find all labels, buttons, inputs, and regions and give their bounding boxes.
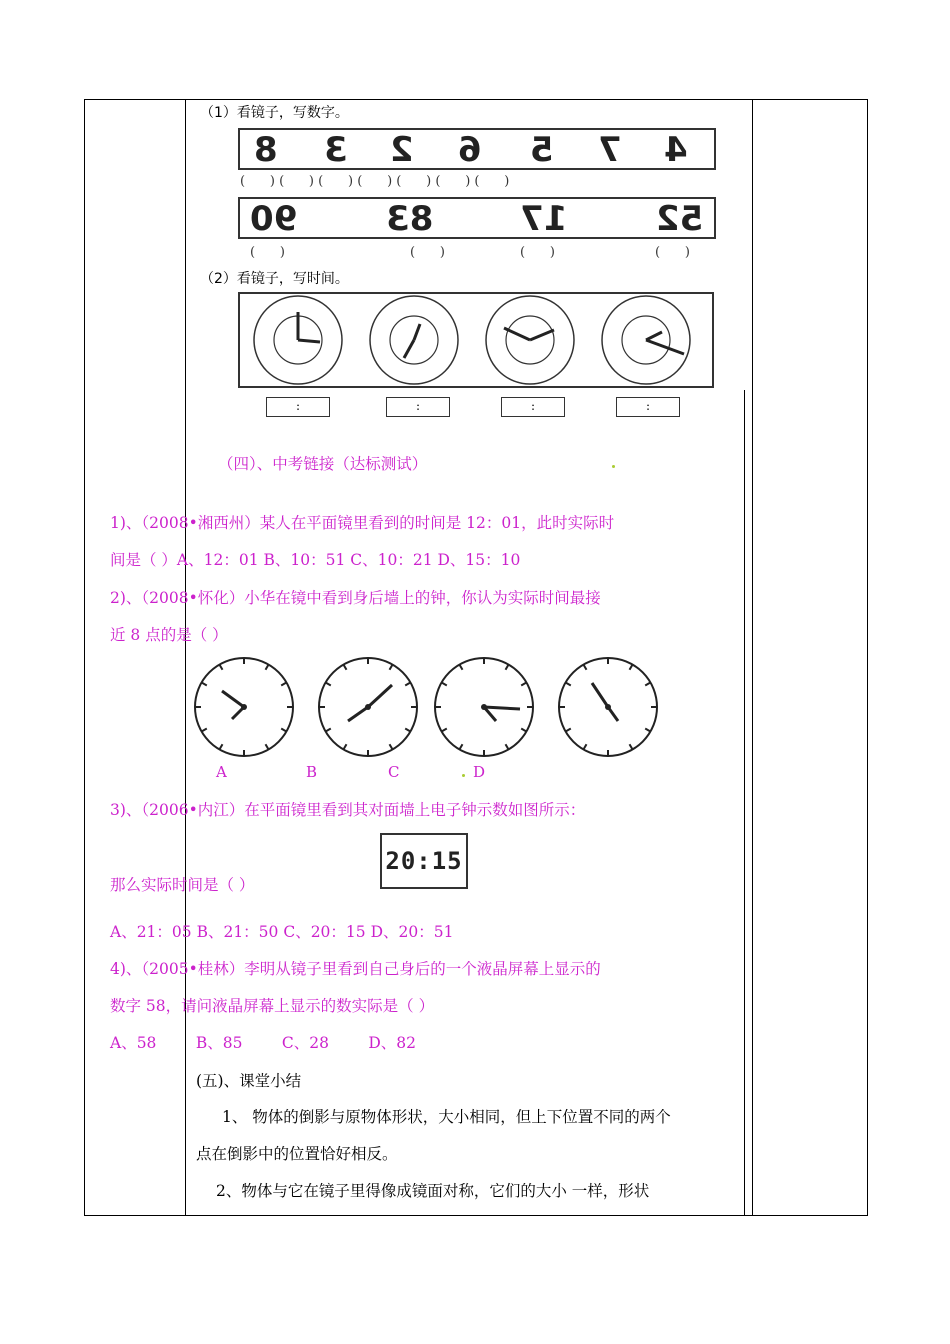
- clock-option-c: [435, 658, 533, 756]
- question1-line2: 间是（ ）A、12：01 B、10：51 C、10：21 D、15：10: [110, 551, 521, 569]
- option-b-label: B: [306, 763, 318, 781]
- mirror-digit: 8: [254, 130, 278, 170]
- mirror-clocks-box: [238, 292, 714, 388]
- mirror-numbers-box: [238, 197, 716, 239]
- answer-paren[interactable]: ( ): [250, 245, 285, 260]
- question3-options: A、21：05 B、21：50 C、20：15 D、20：51: [110, 923, 454, 941]
- mirror-digits-box: [238, 128, 716, 170]
- question3-line1: 3)、（2006•内江）在平面镜里看到其对面墙上电子钟示数如图所示：: [110, 801, 586, 819]
- question4-line1: 4)、（2005•桂林）李明从镜子里看到自己身后的一个液晶屏幕上显示的: [110, 960, 601, 978]
- mirror-clock-1: [254, 296, 342, 384]
- question3-line2: 那么实际时间是（ ）: [110, 876, 255, 894]
- mirror-clock-2: [370, 296, 458, 384]
- mirror-number: 90: [250, 199, 298, 239]
- mirror-digit: 7: [598, 130, 622, 170]
- section5-heading: (五)、课堂小结: [196, 1072, 302, 1090]
- option-c-label: C: [388, 763, 400, 781]
- summary-point2-line1: 2、物体与它在镜子里得像成镜面对称，它们的大小 一样，形状: [216, 1182, 650, 1200]
- question1-line1: 1)、（2008•湘西州）某人在平面镜里看到的时间是 12：01，此时实际时: [110, 514, 615, 532]
- question2-line2: 近 8 点的是（ ）: [110, 626, 228, 644]
- option-a-label: A: [216, 763, 227, 781]
- mirror-clocks-svg: [240, 294, 712, 386]
- time-answer-box-1[interactable]: :: [266, 397, 330, 417]
- answer-parens-row1[interactable]: ( ) ( ) ( ) ( ) ( ) ( ) ( ): [240, 174, 510, 189]
- time-answer-box-4[interactable]: :: [616, 397, 680, 417]
- section4-heading: （四）、中考链接（达标测试）: [218, 455, 428, 473]
- stray-dot: [612, 465, 615, 468]
- column-divider-right: [752, 100, 753, 1215]
- option-d-label: D: [473, 763, 486, 781]
- clock-option-a: [195, 658, 293, 756]
- part1-label: （1）看镜子，写数字。: [200, 105, 349, 121]
- clock-option-b: [319, 658, 417, 756]
- time-answer-box-3[interactable]: :: [501, 397, 565, 417]
- mirror-digit: 5: [530, 130, 554, 170]
- question2-line1: 2)、（2008•怀化）小华在镜中看到身后墙上的钟，你认为实际时间最接: [110, 589, 601, 607]
- question4-line2: 数字 58，请问液晶屏幕上显示的数实际是（ ）: [110, 997, 435, 1015]
- lcd-digits: 20:15: [385, 847, 463, 875]
- mirror-digit: 6: [458, 130, 482, 170]
- mirror-number: 52: [656, 199, 704, 239]
- mirror-clock-4: [602, 296, 690, 384]
- q2-clocks-svg: [190, 655, 670, 759]
- answer-paren[interactable]: ( ): [410, 245, 445, 260]
- clock-option-d: [559, 658, 657, 756]
- mirror-clock-3: [486, 296, 574, 384]
- mirror-digit: 4: [664, 130, 688, 170]
- mirror-number: 83: [386, 199, 434, 239]
- mirror-number: 17: [520, 199, 568, 239]
- scan-edge-line: [744, 390, 745, 1216]
- question4-options: A、58 B、85 C、28 D、82: [110, 1034, 417, 1052]
- lcd-clock-display: [380, 833, 468, 889]
- stray-dot: [462, 774, 465, 777]
- answer-paren[interactable]: ( ): [655, 245, 690, 260]
- summary-point1-line1: 1、 物体的倒影与原物体形状，大小相同，但上下位置不同的两个: [222, 1108, 671, 1126]
- time-answer-box-2[interactable]: :: [386, 397, 450, 417]
- mirror-digit: 3: [324, 130, 348, 170]
- mirror-digit: 2: [390, 130, 414, 170]
- part2-label: （2）看镜子，写时间。: [200, 271, 349, 287]
- summary-point1-line2: 点在倒影中的位置恰好相反。: [196, 1145, 398, 1163]
- answer-paren[interactable]: ( ): [520, 245, 555, 260]
